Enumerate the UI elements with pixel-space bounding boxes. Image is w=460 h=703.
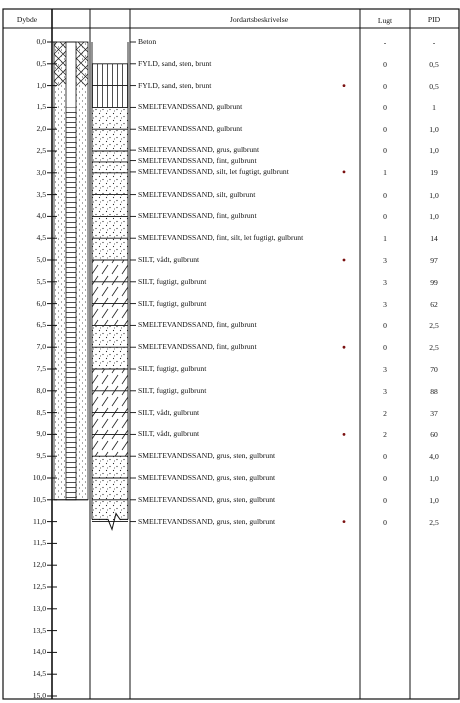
layer-description: SMELTEVANDSSAND, grus, sten, gulbrunt xyxy=(138,494,276,504)
layer-description: SMELTEVANDSSAND, grus, sten, gulbrunt xyxy=(138,451,276,461)
pid-value: 2,5 xyxy=(429,517,439,527)
stratum-9 xyxy=(92,216,128,238)
pid-value: 1,0 xyxy=(429,474,439,483)
sample-marker xyxy=(343,84,346,87)
smell-value: 0 xyxy=(383,474,387,483)
depth-label: 0,5 xyxy=(36,58,46,68)
pid-value: 4,0 xyxy=(429,452,439,462)
stratum-17 xyxy=(92,391,128,413)
header-description: Jordartsbeskrivelse xyxy=(229,15,289,24)
pid-value: 99 xyxy=(430,277,438,287)
stratum-0 xyxy=(92,42,128,64)
depth-label: 14,5 xyxy=(32,669,46,679)
smell-value: 0 xyxy=(383,452,387,462)
stratum-10 xyxy=(92,238,128,260)
pid-value: 2,5 xyxy=(429,343,439,353)
stratum-3 xyxy=(92,107,128,129)
smell-value: 0 xyxy=(383,190,387,200)
pid-value: 1,0 xyxy=(429,125,439,135)
depth-label: 6,5 xyxy=(36,320,46,330)
stratum-21 xyxy=(92,478,128,500)
depth-label: 2,5 xyxy=(36,146,46,155)
pid-value: 37 xyxy=(430,408,438,418)
stratum-1 xyxy=(92,64,128,86)
depth-label: 8,5 xyxy=(36,407,46,417)
depth-label: 10,5 xyxy=(32,494,46,504)
pid-value: 1,0 xyxy=(429,190,439,200)
depth-label: 9,0 xyxy=(36,429,46,439)
pid-value: 19 xyxy=(430,167,438,177)
header-depth: Dybde xyxy=(16,15,38,24)
seal-right xyxy=(76,42,88,86)
well-column xyxy=(54,42,88,500)
well-screen xyxy=(66,107,76,499)
depth-label: 5,5 xyxy=(36,276,46,286)
stratum-11 xyxy=(92,260,128,282)
stratum-15 xyxy=(92,347,128,369)
layer-description: SILT, vådt, gulbrunt xyxy=(138,255,200,264)
layer-description: SILT, vådt, gulbrunt xyxy=(138,429,200,439)
pid-value: 1,0 xyxy=(429,146,439,156)
stratum-8 xyxy=(92,195,128,217)
depth-label: 14,0 xyxy=(32,647,46,657)
depth-label: 7,5 xyxy=(36,364,46,373)
stratum-7 xyxy=(92,173,128,195)
smell-value: 0 xyxy=(383,321,387,331)
pid-value: 2,5 xyxy=(429,321,439,331)
depth-label: 10,0 xyxy=(32,473,46,482)
pid-value: 0,5 xyxy=(429,81,439,91)
sample-marker xyxy=(343,433,346,436)
sample-marker xyxy=(343,171,346,174)
smell-value: 2 xyxy=(383,408,387,418)
depth-label: 3,5 xyxy=(36,189,46,199)
depth-label: 0,0 xyxy=(36,37,46,46)
depth-label: 1,0 xyxy=(36,80,46,90)
depth-label: 15,0 xyxy=(32,691,46,700)
stratum-22 xyxy=(92,500,128,522)
stratum-18 xyxy=(92,413,128,435)
smell-value: 0 xyxy=(383,59,387,69)
smell-value: 0 xyxy=(383,212,387,222)
pid-value: 1 xyxy=(432,103,436,113)
pid-value: 60 xyxy=(430,430,438,440)
header-pid: PID xyxy=(427,15,441,24)
smell-value: 1 xyxy=(383,234,387,244)
layer-description: SMELTEVANDSSAND, gulbrunt xyxy=(138,102,243,112)
pid-value: 88 xyxy=(430,386,438,396)
strata-column xyxy=(92,42,128,529)
depth-label: 13,5 xyxy=(32,625,46,635)
layer-description: FYLD, sand, sten, brunt xyxy=(138,80,212,90)
layer-description: SILT, fugtigt, gulbrunt xyxy=(138,385,207,395)
depth-label: 7,0 xyxy=(36,342,46,352)
layer-description: SMELTEVANDSSAND, silt, gulbrunt xyxy=(138,189,256,199)
stratum-2 xyxy=(92,86,128,108)
stratum-14 xyxy=(92,325,128,347)
smell-value: 3 xyxy=(383,365,387,374)
smell-value: 3 xyxy=(383,256,387,265)
stratum-20 xyxy=(92,456,128,478)
smell-value: 2 xyxy=(383,430,387,440)
depth-label: 5,0 xyxy=(36,255,46,264)
smell-value: 0 xyxy=(383,103,387,113)
depth-label: 12,5 xyxy=(32,582,46,591)
depth-label: 8,0 xyxy=(36,385,46,395)
smell-value: - xyxy=(383,38,387,47)
stratum-13 xyxy=(92,304,128,326)
smell-value: 0 xyxy=(383,125,387,135)
depth-label: 13,0 xyxy=(32,603,46,613)
layer-description: SMELTEVANDSSAND, grus, sten, gulbrunt xyxy=(138,473,276,482)
stratum-6 xyxy=(92,162,128,173)
layer-description: SMELTEVANDSSAND, fint, gulbrunt xyxy=(138,211,257,221)
depth-label: 11,0 xyxy=(32,516,46,526)
layer-description: SMELTEVANDSSAND, grus, sten, gulbrunt xyxy=(138,516,276,526)
stratum-16 xyxy=(92,369,128,391)
layer-description: SMELTEVANDSSAND, fint, silt, let fugtigt, gulbrunt xyxy=(138,233,304,243)
sample-marks xyxy=(343,84,346,523)
depth-label: 4,0 xyxy=(36,211,46,221)
layer-description: SMELTEVANDSSAND, fint, gulbrunt xyxy=(138,320,257,330)
smell-value: 0 xyxy=(383,146,387,156)
smell-value: 0 xyxy=(383,343,387,353)
depth-label: 1,5 xyxy=(36,102,46,112)
pid-value: 1,0 xyxy=(429,212,439,222)
pid-value: 14 xyxy=(430,234,438,244)
depth-label: 12,0 xyxy=(32,560,46,570)
depth-label: 3,0 xyxy=(36,167,46,177)
smell-value: 3 xyxy=(383,386,387,396)
pid-value: 1,0 xyxy=(429,495,439,505)
layer-description: SILT, fugtigt, gulbrunt xyxy=(138,364,207,373)
stratum-12 xyxy=(92,282,128,304)
header-smell: Lugt xyxy=(377,16,393,25)
layer-description: SILT, fugtigt, gulbrunt xyxy=(138,298,207,308)
depth-label: 4,5 xyxy=(36,233,46,243)
layer-description: SMELTEVANDSSAND, silt, let fugtigt, gulbrunt xyxy=(138,166,289,176)
smell-value: 0 xyxy=(383,495,387,505)
sample-marker xyxy=(343,346,346,349)
stratum-4 xyxy=(92,129,128,151)
layer-description: SMELTEVANDSSAND, grus, gulbrunt xyxy=(138,145,260,155)
smell-value: 1 xyxy=(383,167,387,177)
stratum-5 xyxy=(92,151,128,162)
layer-description: SILT, fugtigt, gulbrunt xyxy=(138,276,207,286)
depth-label: 6,0 xyxy=(36,298,46,308)
pid-value: 97 xyxy=(430,256,438,265)
depth-label: 11,5 xyxy=(32,538,46,548)
pid-value: 0,5 xyxy=(429,59,439,69)
layer-description: SMELTEVANDSSAND, fint, gulbrunt xyxy=(138,342,257,352)
pid-value: - xyxy=(432,38,436,47)
stratum-19 xyxy=(92,434,128,456)
sample-marker xyxy=(343,259,346,262)
smell-value: 0 xyxy=(383,81,387,91)
layer-description: Beton xyxy=(138,37,157,46)
layer-description: FYLD, sand, sten, brunt xyxy=(138,58,212,68)
sample-marker xyxy=(343,520,346,523)
pid-value: 62 xyxy=(430,299,438,309)
layer-description: SILT, vådt, gulbrunt xyxy=(138,407,200,417)
depth-label: 2,0 xyxy=(36,124,46,134)
depth-label: 9,5 xyxy=(36,451,46,461)
smell-value: 3 xyxy=(383,277,387,287)
smell-value: 0 xyxy=(383,517,387,527)
layer-description: SMELTEVANDSSAND, gulbrunt xyxy=(138,124,243,134)
layer-description: SMELTEVANDSSAND, fint, gulbrunt xyxy=(138,155,257,165)
pid-value: 70 xyxy=(430,365,438,374)
smell-value: 3 xyxy=(383,299,387,309)
